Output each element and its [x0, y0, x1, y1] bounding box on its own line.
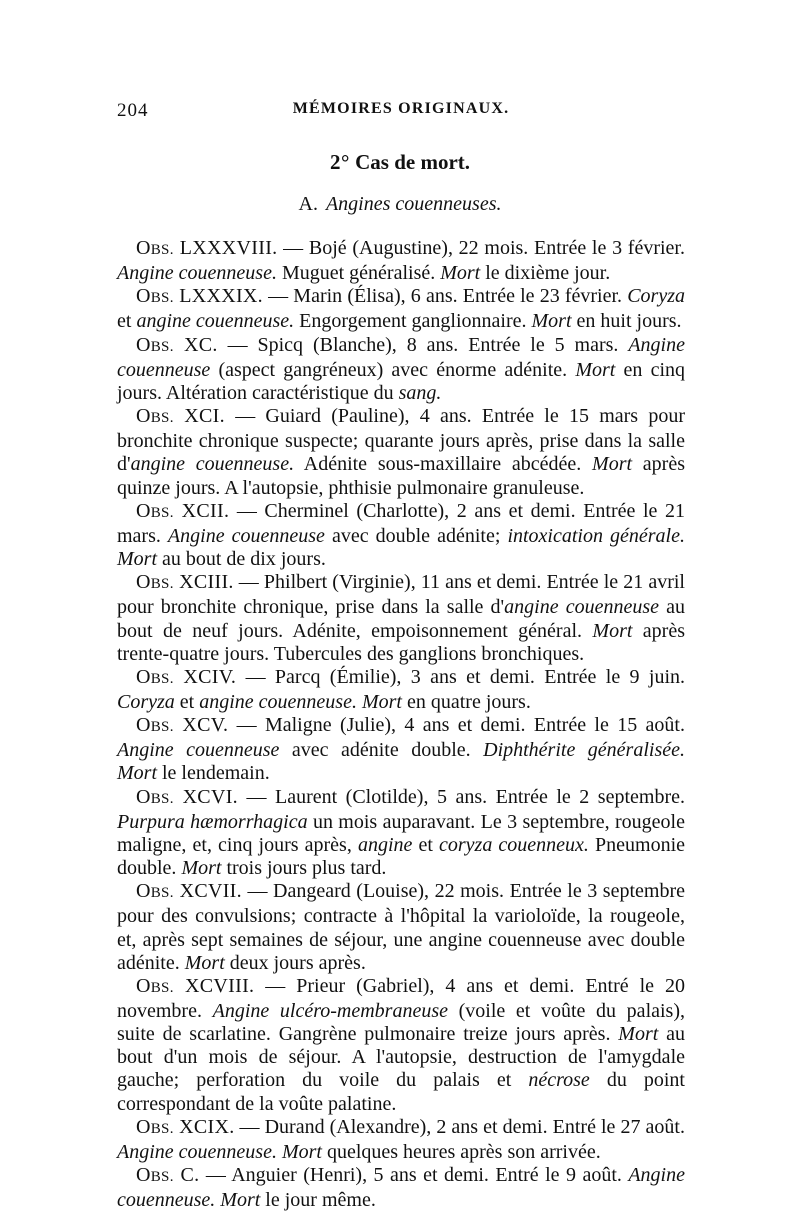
observation-label: [136, 405, 225, 427]
obs-prefix: O: [136, 974, 151, 997]
observation-text: — Parcq (Émilie), 3 ans et demi. Entrée le 9 juin.: [236, 665, 685, 688]
observation-label: [136, 1164, 199, 1186]
observation-text: après trente-quatre jours. Tubercules des ganglions bronchiques.: [117, 619, 685, 665]
observation-text: en huit jours.: [571, 310, 682, 333]
observation-text: — Philbert (Virginie), 11 ans et demi. Entrée le 21 avril pour bronchite chronique, prise dans la salle d': [117, 571, 685, 619]
obs-prefix: O: [136, 785, 151, 808]
obs-prefix: O: [136, 880, 151, 903]
observation-text: trois jours plus tard.: [221, 857, 387, 880]
italic-term: Mort: [117, 548, 157, 571]
observation-paragraph: [117, 285, 685, 333]
observation-number: XCIV.: [183, 665, 237, 688]
italic-term: angine couenneuse.: [136, 310, 295, 333]
observation-paragraph: [117, 975, 685, 1116]
observation-text: après quinze jours. A l'autopsie, phthisie pulmonaire granuleuse.: [117, 453, 685, 499]
observation-text: (aspect gangréneux) avec énorme adénite.: [210, 358, 576, 381]
subsection-label: A.: [298, 193, 318, 215]
observation-label: [136, 334, 218, 356]
observation-number: XCI.: [184, 405, 225, 428]
observation-text: Adénite sous-maxillaire abcédée.: [294, 453, 593, 476]
obs-prefix: O: [136, 665, 151, 688]
observation-label: [136, 237, 277, 259]
italic-term: Coryza: [117, 690, 175, 713]
observation-paragraph: [117, 666, 685, 714]
obs-prefix-small: BS.: [150, 338, 174, 355]
observation-paragraph: [117, 500, 685, 571]
obs-prefix-small: BS.: [150, 1120, 174, 1137]
obs-prefix-small: BS.: [150, 719, 174, 736]
obs-prefix: O: [136, 1164, 151, 1187]
observation-text: — Anguier (Henri), 5 ans et demi. Entré le 9 août.: [199, 1164, 629, 1187]
observation-text: — Bojé (Augustine), 22 mois. Entrée le 3 février.: [277, 237, 685, 259]
observation-number: LXXXVIII.: [179, 237, 278, 259]
observation-number: XCIX.: [179, 1115, 235, 1138]
observation-text: Engorgement ganglionnaire.: [294, 310, 532, 333]
observation-label: [136, 975, 254, 997]
observation-text: — Prieur (Gabriel), 4 ans et demi. Entré le 20 novembre.: [117, 974, 685, 1022]
obs-prefix: O: [136, 333, 151, 356]
obs-prefix-small: BS.: [150, 885, 174, 902]
observation-text: — Guiard (Pauline), 4 ans. Entrée le 15 mars pour bronchite chronique suspecte; quarante jours après, prise dans la salle d': [117, 405, 685, 476]
observation-text: en quatre jours.: [401, 690, 531, 713]
observation-number: LXXXIX.: [179, 285, 263, 308]
observation-label: [136, 714, 228, 736]
observation-number: XCVII.: [179, 880, 242, 903]
obs-prefix-small: BS.: [150, 504, 174, 521]
observation-paragraph: [117, 786, 685, 881]
page-number: 204: [117, 100, 149, 121]
italic-term: Mort: [361, 690, 402, 713]
obs-prefix: O: [136, 237, 151, 259]
italic-term: angine couenneuse: [504, 596, 659, 619]
observation-label: [136, 571, 234, 593]
subsection-title: Angines couenneuses.: [325, 193, 502, 215]
observation-label: [136, 1116, 235, 1138]
obs-prefix-small: BS.: [150, 410, 174, 427]
obs-prefix: O: [136, 405, 151, 428]
observation-text: avec double adénite;: [324, 524, 508, 547]
obs-prefix-small: BS.: [150, 290, 174, 307]
italic-term: angine couenneuse.: [199, 690, 357, 713]
obs-prefix-small: BS.: [150, 670, 174, 687]
observation-text: le dixième jour.: [480, 262, 611, 285]
observation-text: au bout de neuf jours. Adénite, empoisonnement général.: [117, 596, 685, 642]
obs-prefix-small: BS.: [150, 790, 174, 807]
italic-term: Mort: [184, 951, 225, 974]
italic-term: Angine couenneuse: [167, 524, 325, 547]
obs-prefix-small: BS.: [150, 242, 174, 258]
observation-number: XCIII.: [179, 571, 234, 594]
observation-text: — Cherminel (Charlotte), 2 ans et demi. Entrée le 21 mars.: [117, 499, 685, 547]
italic-term: Angine couenneuse: [117, 739, 280, 762]
observation-text: deux jours après.: [224, 951, 366, 974]
italic-term: Angine ulcéro-membraneuse: [212, 1000, 448, 1022]
obs-prefix: O: [136, 714, 151, 737]
section-title: Cas de mort.: [355, 150, 471, 174]
observation-text: et: [117, 310, 137, 333]
obs-prefix: O: [136, 285, 151, 308]
italic-term: Mort: [592, 619, 633, 642]
observation-text: — Laurent (Clotilde), 5 ans. Entrée le 2 septembre.: [237, 785, 685, 808]
italic-term: Mort: [181, 857, 222, 880]
italic-term: Angine couenneuse.: [117, 1140, 277, 1163]
italic-term: Mort: [592, 453, 633, 476]
observation-text: et: [412, 833, 439, 856]
obs-prefix-small: BS.: [150, 1169, 174, 1186]
observation-number: XC.: [183, 333, 218, 356]
obs-prefix: O: [136, 1115, 151, 1138]
observation-text: au bout de dix jours.: [157, 548, 326, 571]
obs-prefix-small: BS.: [150, 576, 174, 593]
section-heading: [0, 150, 800, 175]
observation-paragraph: [117, 405, 685, 500]
observation-paragraph: [117, 714, 685, 785]
observation-text: le lendemain.: [157, 762, 270, 785]
observation-number: XCVIII.: [185, 974, 255, 997]
observation-paragraph: [117, 1164, 685, 1212]
italic-term: Angine couenneuse: [117, 333, 685, 381]
observation-text: le jour même.: [260, 1189, 376, 1212]
observation-label: [136, 786, 238, 808]
italic-term: Mort: [575, 358, 616, 381]
italic-term: Mort: [220, 1189, 261, 1212]
italic-term: Mort: [531, 310, 572, 333]
observation-text: un mois auparavant. Le 3 septembre, rougeole maligne, et, cinq jours après,: [117, 810, 685, 856]
observation-paragraph: [117, 334, 685, 405]
observation-number: XCII.: [181, 499, 230, 522]
observation-text: — Durand (Alexandre), 2 ans et demi. Entré le 27 août.: [234, 1115, 685, 1138]
section-number: 2°: [329, 150, 350, 174]
italic-term: sang.: [398, 381, 442, 404]
observation-text: Pneumonie double.: [117, 833, 686, 880]
observation-text: quelques heures après son arrivée.: [321, 1140, 601, 1163]
running-head: MÉMOIRES ORIGINAUX.: [292, 100, 510, 117]
italic-term: Diphthérite généralisée.: [483, 739, 685, 762]
italic-term: Coryza: [627, 285, 685, 308]
subsection-heading: [0, 193, 800, 216]
italic-term: nécrose: [528, 1069, 590, 1092]
observation-paragraph: [117, 237, 685, 285]
italic-term: Purpura hæmorrhagica: [117, 810, 308, 833]
italic-term: Angine couenneuse.: [117, 262, 277, 285]
observation-number: XCVI.: [182, 785, 238, 808]
observation-text: en cinq jours. Altération caractéristique du: [117, 358, 686, 404]
observations-list: [117, 237, 685, 1212]
italic-term: angine: [357, 833, 413, 856]
observation-text: — Maligne (Julie), 4 ans et demi. Entrée le 15 août.: [228, 714, 685, 737]
observation-number: XCV.: [182, 714, 229, 737]
observation-paragraph: [117, 880, 685, 975]
observation-number: C.: [180, 1164, 200, 1187]
observation-text: et: [174, 690, 200, 713]
italic-term: Mort: [117, 762, 157, 785]
observation-text: (voile et voûte du palais), suite de scarlatine. Gangrène pulmonaire treize jours après.: [117, 1000, 685, 1046]
observation-paragraph: [117, 571, 685, 666]
page-header: [117, 100, 685, 128]
observation-label: [136, 285, 263, 307]
observation-text: Muguet généralisé.: [276, 262, 441, 285]
italic-term: Mort: [281, 1140, 322, 1163]
observation-label: [136, 500, 229, 522]
observation-text: du point correspondant de la voûte palatine.: [117, 1069, 685, 1115]
obs-prefix-small: BS.: [150, 979, 174, 996]
italic-term: Angine couenneuse.: [117, 1164, 685, 1212]
observation-text: — Dangeard (Louise), 22 mois. Entrée le 3 septembre pour des convulsions; contracte à l'hôpital la varioloïde, la rougeole, et, après sept semaines de séjour, une angine couenneuse avec double adénite.: [117, 880, 685, 974]
italic-term: intoxication générale.: [507, 524, 685, 547]
observation-label: [136, 880, 242, 902]
observation-text: — Spicq (Blanche), 8 ans. Entrée le 5 mars.: [217, 333, 629, 356]
italic-term: Mort: [440, 262, 481, 285]
observation-text: — Marin (Élisa), 6 ans. Entrée le 23 février.: [262, 285, 628, 308]
observation-text: au bout d'un mois de séjour. A l'autopsie, destruction de l'amygdale gauche; perforation du voile du palais et: [117, 1023, 685, 1092]
observation-text: avec adénite double.: [279, 739, 484, 762]
italic-term: coryza couenneux.: [439, 833, 589, 856]
observation-paragraph: [117, 1116, 685, 1164]
obs-prefix: O: [136, 499, 151, 522]
italic-term: angine couenneuse.: [130, 453, 295, 476]
observation-label: [136, 666, 236, 688]
obs-prefix: O: [136, 571, 151, 594]
italic-term: Mort: [618, 1023, 659, 1046]
